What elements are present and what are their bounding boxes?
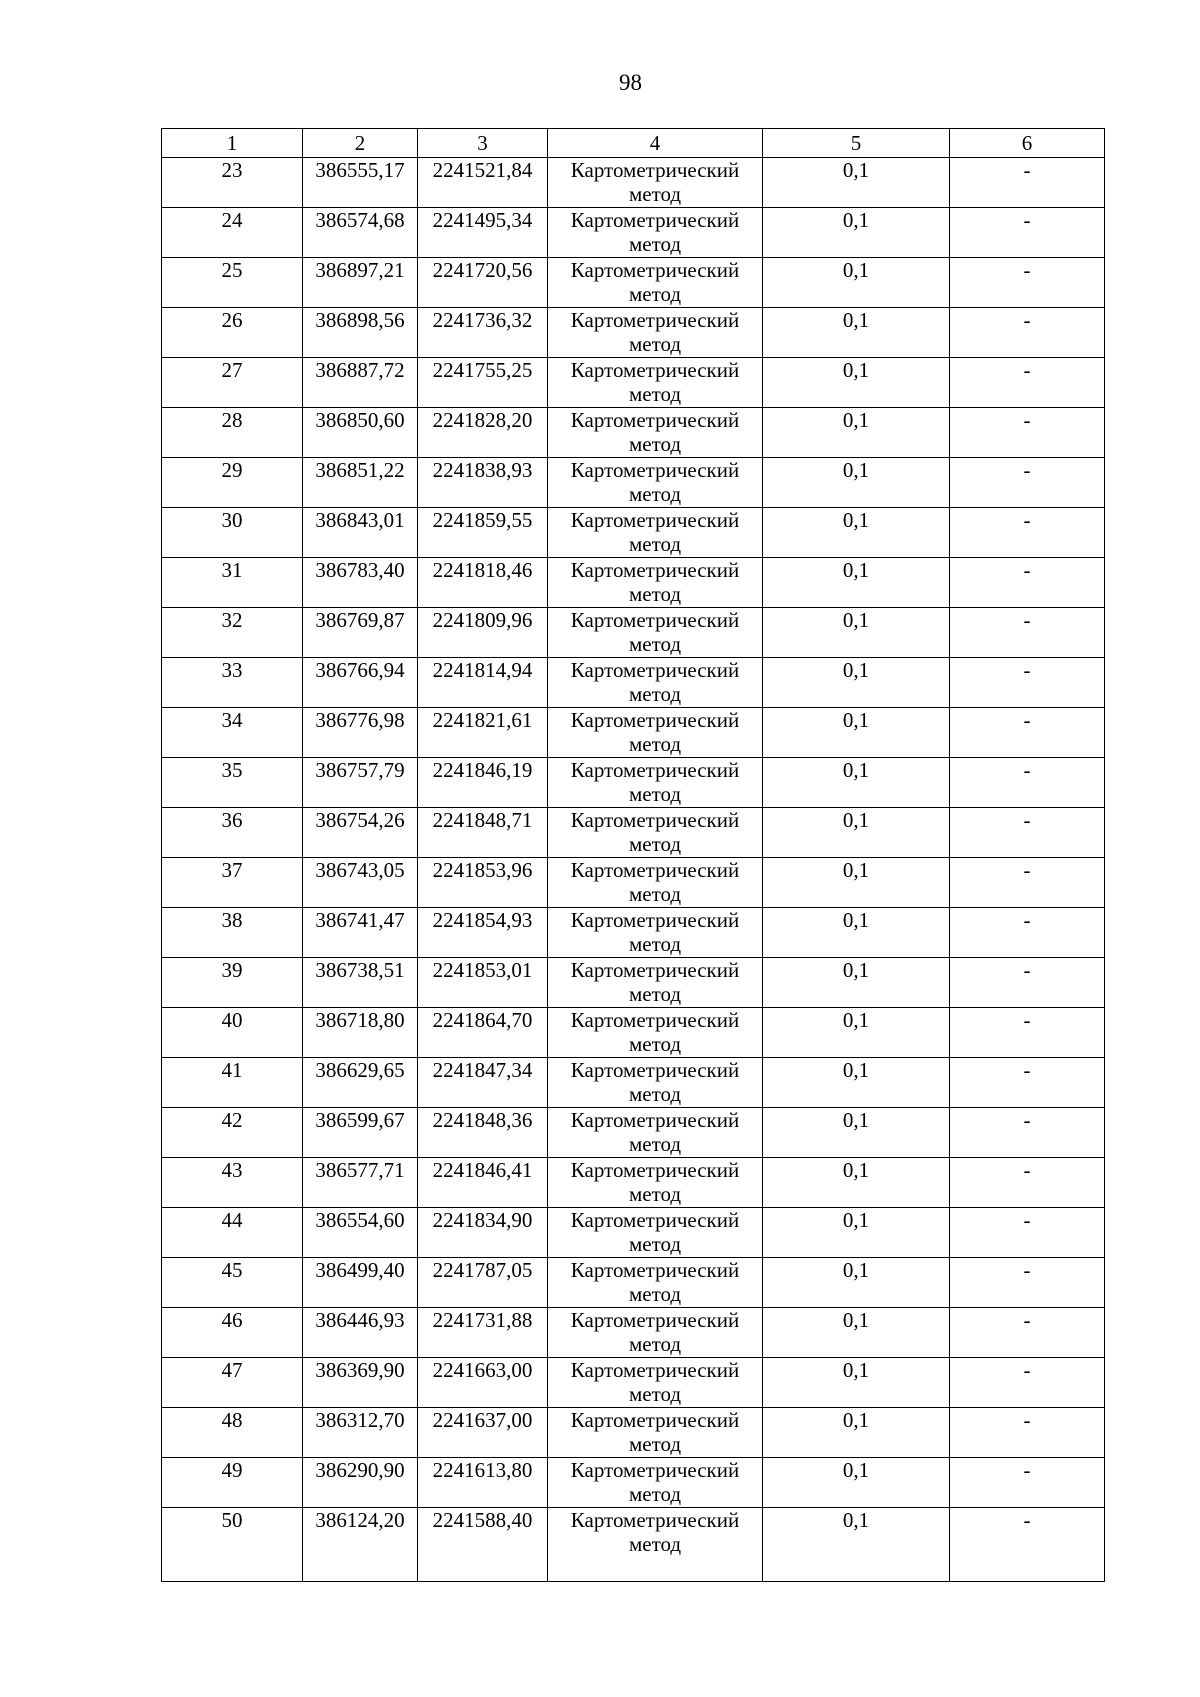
y-coordinate-cell: 2241848,71 (418, 808, 548, 858)
method-cell (548, 658, 763, 708)
method-cell (548, 1108, 763, 1158)
point-number-cell: 26 (162, 308, 303, 358)
method-line-2: метод (628, 382, 682, 406)
x-coordinate-cell: 386574,68 (303, 208, 418, 258)
table-header (162, 129, 1105, 158)
point-number-cell: 38 (162, 908, 303, 958)
accuracy-cell: 0,1 (763, 958, 950, 1008)
description-cell: - (950, 208, 1105, 258)
x-coordinate-cell: 386766,94 (303, 658, 418, 708)
y-coordinate-cell: 2241848,36 (418, 1108, 548, 1158)
x-coordinate-cell: 386290,90 (303, 1458, 418, 1508)
method-line-1: Картометрический (570, 508, 740, 532)
method-cell (548, 708, 763, 758)
description-cell: - (950, 1208, 1105, 1258)
method-line-1: Картометрический (570, 558, 740, 582)
method-line-2: метод (628, 582, 682, 606)
table-row (162, 1058, 1105, 1108)
y-coordinate-cell: 2241853,01 (418, 958, 548, 1008)
y-coordinate-cell: 2241787,05 (418, 1258, 548, 1308)
method-line-1: Картометрический (570, 408, 740, 432)
x-coordinate-cell: 386754,26 (303, 808, 418, 858)
method-line-2: метод (628, 632, 682, 656)
method-line-2: метод (628, 732, 682, 756)
method-line-1: Картометрический (570, 1058, 740, 1082)
method-cell (548, 808, 763, 858)
header-cell-6: 6 (950, 129, 1105, 158)
accuracy-cell: 0,1 (763, 1008, 950, 1058)
table-row (162, 658, 1105, 708)
method-line-2: метод (628, 432, 682, 456)
method-line-1: Картометрический (570, 658, 740, 682)
x-coordinate-cell: 386555,17 (303, 158, 418, 208)
point-number-cell: 45 (162, 1258, 303, 1308)
accuracy-cell: 0,1 (763, 1208, 950, 1258)
method-cell (548, 358, 763, 408)
method-line-1: Картометрический (570, 908, 740, 932)
method-line-2: метод (628, 182, 682, 206)
method-line-2: метод (628, 882, 682, 906)
table-row (162, 908, 1105, 958)
description-cell: - (950, 958, 1105, 1008)
point-number-cell: 30 (162, 508, 303, 558)
table-row (162, 708, 1105, 758)
table-row (162, 458, 1105, 508)
table-row (162, 1508, 1105, 1582)
x-coordinate-cell: 386776,98 (303, 708, 418, 758)
table-row (162, 808, 1105, 858)
header-cell-4: 4 (548, 129, 763, 158)
method-line-1: Картометрический (570, 1008, 740, 1032)
x-coordinate-cell: 386887,72 (303, 358, 418, 408)
x-coordinate-cell: 386499,40 (303, 1258, 418, 1308)
method-cell (548, 508, 763, 558)
table-row (162, 1308, 1105, 1358)
accuracy-cell: 0,1 (763, 1108, 950, 1158)
table-row (162, 1158, 1105, 1208)
method-cell (548, 308, 763, 358)
description-cell: - (950, 1158, 1105, 1208)
method-line-1: Картометрический (570, 1408, 740, 1432)
description-cell: - (950, 1008, 1105, 1058)
point-number-cell: 40 (162, 1008, 303, 1058)
point-number-cell: 37 (162, 858, 303, 908)
header-cell-2: 2 (303, 129, 418, 158)
header-cell-3: 3 (418, 129, 548, 158)
x-coordinate-cell: 386741,47 (303, 908, 418, 958)
method-line-2: метод (628, 1082, 682, 1106)
method-cell (548, 1208, 763, 1258)
y-coordinate-cell: 2241663,00 (418, 1358, 548, 1408)
description-cell: - (950, 308, 1105, 358)
method-cell (548, 158, 763, 208)
accuracy-cell: 0,1 (763, 808, 950, 858)
method-line-1: Картометрический (570, 1508, 740, 1532)
method-cell (548, 458, 763, 508)
method-cell (548, 1258, 763, 1308)
y-coordinate-cell: 2241834,90 (418, 1208, 548, 1258)
table-row (162, 758, 1105, 808)
x-coordinate-cell: 386769,87 (303, 608, 418, 658)
method-line-2: метод (628, 1282, 682, 1306)
description-cell: - (950, 1258, 1105, 1308)
method-line-1: Картометрический (570, 758, 740, 782)
point-number-cell: 50 (162, 1508, 303, 1582)
x-coordinate-cell: 386850,60 (303, 408, 418, 458)
method-line-1: Картометрический (570, 858, 740, 882)
header-cell-5: 5 (763, 129, 950, 158)
accuracy-cell: 0,1 (763, 908, 950, 958)
method-line-2: метод (628, 1032, 682, 1056)
y-coordinate-cell: 2241846,41 (418, 1158, 548, 1208)
accuracy-cell: 0,1 (763, 208, 950, 258)
x-coordinate-cell: 386897,21 (303, 258, 418, 308)
table-row (162, 258, 1105, 308)
y-coordinate-cell: 2241847,34 (418, 1058, 548, 1108)
method-line-2: метод (628, 932, 682, 956)
method-cell (548, 1158, 763, 1208)
coordinates-table (161, 128, 1105, 1582)
method-line-2: метод (628, 982, 682, 1006)
method-line-1: Картометрический (570, 258, 740, 282)
method-cell (548, 958, 763, 1008)
x-coordinate-cell: 386446,93 (303, 1308, 418, 1358)
x-coordinate-cell: 386599,67 (303, 1108, 418, 1158)
table-body (162, 158, 1105, 1582)
point-number-cell: 36 (162, 808, 303, 858)
method-cell (548, 258, 763, 308)
x-coordinate-cell: 386312,70 (303, 1408, 418, 1458)
accuracy-cell: 0,1 (763, 308, 950, 358)
x-coordinate-cell: 386738,51 (303, 958, 418, 1008)
method-line-2: метод (628, 1182, 682, 1206)
description-cell: - (950, 158, 1105, 208)
method-cell (548, 1008, 763, 1058)
method-line-2: метод (628, 282, 682, 306)
description-cell: - (950, 658, 1105, 708)
method-line-1: Картометрический (570, 958, 740, 982)
method-line-1: Картометрический (570, 158, 740, 182)
method-line-1: Картометрический (570, 1258, 740, 1282)
description-cell: - (950, 858, 1105, 908)
accuracy-cell: 0,1 (763, 608, 950, 658)
method-line-1: Картометрический (570, 1308, 740, 1332)
y-coordinate-cell: 2241736,32 (418, 308, 548, 358)
y-coordinate-cell: 2241828,20 (418, 408, 548, 458)
y-coordinate-cell: 2241818,46 (418, 558, 548, 608)
method-line-2: метод (628, 1382, 682, 1406)
y-coordinate-cell: 2241809,96 (418, 608, 548, 658)
y-coordinate-cell: 2241821,61 (418, 708, 548, 758)
table-row (162, 558, 1105, 608)
y-coordinate-cell: 2241731,88 (418, 1308, 548, 1358)
method-line-1: Картометрический (570, 208, 740, 232)
description-cell: - (950, 808, 1105, 858)
method-cell (548, 1308, 763, 1358)
description-cell: - (950, 1408, 1105, 1458)
point-number-cell: 39 (162, 958, 303, 1008)
method-line-1: Картометрический (570, 1108, 740, 1132)
method-line-2: метод (628, 682, 682, 706)
method-cell (548, 1358, 763, 1408)
method-cell (548, 558, 763, 608)
y-coordinate-cell: 2241846,19 (418, 758, 548, 808)
method-line-2: метод (628, 332, 682, 356)
x-coordinate-cell: 386757,79 (303, 758, 418, 808)
method-line-2: метод (628, 1332, 682, 1356)
table-row (162, 358, 1105, 408)
point-number-cell: 49 (162, 1458, 303, 1508)
description-cell: - (950, 508, 1105, 558)
table-row (162, 1008, 1105, 1058)
method-cell (548, 1058, 763, 1108)
table-row (162, 858, 1105, 908)
method-line-1: Картометрический (570, 708, 740, 732)
description-cell: - (950, 908, 1105, 958)
point-number-cell: 31 (162, 558, 303, 608)
method-line-1: Картометрический (570, 358, 740, 382)
table-row (162, 1208, 1105, 1258)
y-coordinate-cell: 2241521,84 (418, 158, 548, 208)
accuracy-cell: 0,1 (763, 258, 950, 308)
description-cell: - (950, 608, 1105, 658)
table-row (162, 208, 1105, 258)
x-coordinate-cell: 386577,71 (303, 1158, 418, 1208)
method-cell (548, 1458, 763, 1508)
point-number-cell: 27 (162, 358, 303, 408)
method-line-2: метод (628, 232, 682, 256)
method-cell (548, 208, 763, 258)
method-line-1: Картометрический (570, 1208, 740, 1232)
description-cell: - (950, 1358, 1105, 1408)
table-row (162, 158, 1105, 208)
point-number-cell: 47 (162, 1358, 303, 1408)
accuracy-cell: 0,1 (763, 708, 950, 758)
table-row (162, 1108, 1105, 1158)
y-coordinate-cell: 2241853,96 (418, 858, 548, 908)
accuracy-cell: 0,1 (763, 758, 950, 808)
point-number-cell: 23 (162, 158, 303, 208)
method-line-2: метод (628, 482, 682, 506)
accuracy-cell: 0,1 (763, 1458, 950, 1508)
table-row (162, 1358, 1105, 1408)
point-number-cell: 29 (162, 458, 303, 508)
page-number: 98 (619, 70, 642, 95)
header-cell-1: 1 (162, 129, 303, 158)
table-row (162, 1258, 1105, 1308)
method-line-2: метод (628, 1132, 682, 1156)
table-row (162, 1458, 1105, 1508)
x-coordinate-cell: 386718,80 (303, 1008, 418, 1058)
y-coordinate-cell: 2241814,94 (418, 658, 548, 708)
accuracy-cell: 0,1 (763, 1308, 950, 1358)
x-coordinate-cell: 386898,56 (303, 308, 418, 358)
description-cell: - (950, 708, 1105, 758)
point-number-cell: 43 (162, 1158, 303, 1208)
table-row (162, 608, 1105, 658)
accuracy-cell: 0,1 (763, 558, 950, 608)
accuracy-cell: 0,1 (763, 1358, 950, 1408)
y-coordinate-cell: 2241613,80 (418, 1458, 548, 1508)
description-cell: - (950, 358, 1105, 408)
method-cell (548, 608, 763, 658)
table-row (162, 408, 1105, 458)
accuracy-cell: 0,1 (763, 158, 950, 208)
point-number-cell: 42 (162, 1108, 303, 1158)
method-cell (548, 408, 763, 458)
method-line-2: метод (628, 832, 682, 856)
accuracy-cell: 0,1 (763, 408, 950, 458)
description-cell: - (950, 408, 1105, 458)
y-coordinate-cell: 2241588,40 (418, 1508, 548, 1582)
description-cell: - (950, 758, 1105, 808)
x-coordinate-cell: 386783,40 (303, 558, 418, 608)
point-number-cell: 28 (162, 408, 303, 458)
x-coordinate-cell: 386124,20 (303, 1508, 418, 1582)
table-row (162, 508, 1105, 558)
y-coordinate-cell: 2241864,70 (418, 1008, 548, 1058)
method-line-2: метод (628, 1482, 682, 1506)
point-number-cell: 35 (162, 758, 303, 808)
point-number-cell: 46 (162, 1308, 303, 1358)
accuracy-cell: 0,1 (763, 658, 950, 708)
method-line-2: метод (628, 782, 682, 806)
table-row (162, 1408, 1105, 1458)
description-cell: - (950, 458, 1105, 508)
method-line-2: метод (628, 1432, 682, 1456)
description-cell: - (950, 258, 1105, 308)
y-coordinate-cell: 2241755,25 (418, 358, 548, 408)
description-cell: - (950, 1108, 1105, 1158)
accuracy-cell: 0,1 (763, 858, 950, 908)
x-coordinate-cell: 386743,05 (303, 858, 418, 908)
x-coordinate-cell: 386851,22 (303, 458, 418, 508)
method-cell (548, 858, 763, 908)
accuracy-cell: 0,1 (763, 458, 950, 508)
point-number-cell: 34 (162, 708, 303, 758)
point-number-cell: 24 (162, 208, 303, 258)
method-line-1: Картометрический (570, 808, 740, 832)
method-line-2: метод (628, 532, 682, 556)
method-line-2: метод (628, 1532, 682, 1556)
point-number-cell: 25 (162, 258, 303, 308)
x-coordinate-cell: 386843,01 (303, 508, 418, 558)
point-number-cell: 44 (162, 1208, 303, 1258)
y-coordinate-cell: 2241854,93 (418, 908, 548, 958)
description-cell: - (950, 1308, 1105, 1358)
method-line-1: Картометрический (570, 1358, 740, 1382)
method-line-1: Картометрический (570, 1458, 740, 1482)
accuracy-cell: 0,1 (763, 508, 950, 558)
method-cell (548, 758, 763, 808)
description-cell: - (950, 1058, 1105, 1108)
accuracy-cell: 0,1 (763, 1058, 950, 1108)
description-cell: - (950, 558, 1105, 608)
y-coordinate-cell: 2241838,93 (418, 458, 548, 508)
method-line-2: метод (628, 1232, 682, 1256)
table-row (162, 958, 1105, 1008)
table-row (162, 308, 1105, 358)
x-coordinate-cell: 386369,90 (303, 1358, 418, 1408)
y-coordinate-cell: 2241859,55 (418, 508, 548, 558)
method-cell (548, 908, 763, 958)
y-coordinate-cell: 2241495,34 (418, 208, 548, 258)
accuracy-cell: 0,1 (763, 358, 950, 408)
x-coordinate-cell: 386554,60 (303, 1208, 418, 1258)
y-coordinate-cell: 2241637,00 (418, 1408, 548, 1458)
method-line-1: Картометрический (570, 308, 740, 332)
y-coordinate-cell: 2241720,56 (418, 258, 548, 308)
x-coordinate-cell: 386629,65 (303, 1058, 418, 1108)
method-cell (548, 1508, 763, 1582)
point-number-cell: 48 (162, 1408, 303, 1458)
accuracy-cell: 0,1 (763, 1158, 950, 1208)
accuracy-cell: 0,1 (763, 1408, 950, 1458)
accuracy-cell: 0,1 (763, 1258, 950, 1308)
point-number-cell: 33 (162, 658, 303, 708)
accuracy-cell: 0,1 (763, 1508, 950, 1582)
description-cell: - (950, 1458, 1105, 1508)
header-row (162, 129, 1105, 158)
method-line-1: Картометрический (570, 458, 740, 482)
description-cell: - (950, 1508, 1105, 1582)
method-line-1: Картометрический (570, 608, 740, 632)
method-cell (548, 1408, 763, 1458)
method-line-1: Картометрический (570, 1158, 740, 1182)
point-number-cell: 41 (162, 1058, 303, 1108)
point-number-cell: 32 (162, 608, 303, 658)
